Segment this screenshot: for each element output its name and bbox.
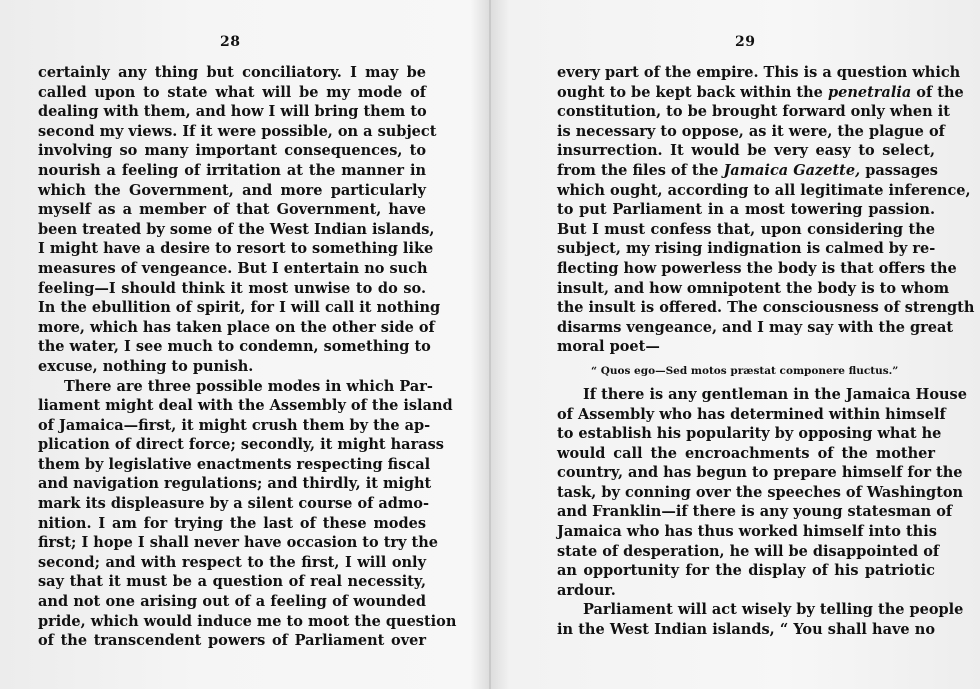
text-line: second my views. If it were possible, on a subject xyxy=(38,122,437,140)
text-line xyxy=(557,161,938,181)
text-line: of Jamaica—first, it might crush them by the ap- xyxy=(38,416,431,434)
text-fragment: from the files of the xyxy=(557,161,719,179)
text-line: been treated by some of the West Indian islands, xyxy=(38,220,435,238)
text-line: would call the encroachments of the mother xyxy=(557,444,935,462)
text-line: I might have a desire to resort to something like xyxy=(38,240,434,258)
page-number: 29 xyxy=(735,34,756,50)
italic-title-gazette: Jamaica Gazette, xyxy=(723,161,861,179)
text-line: certainly any thing but conciliatory. I may be xyxy=(38,64,426,81)
text-line: liament might deal with the Assembly of the island xyxy=(38,397,453,415)
text-line: flecting how powerless the body is that offers the xyxy=(557,259,957,277)
text-line: to put Parliament in a most towering passion. xyxy=(557,201,935,219)
text-line: the water, I see much to condemn, something to xyxy=(38,338,431,356)
right-page xyxy=(491,0,980,689)
text-line: There are three possible modes in which Par- xyxy=(64,377,433,395)
text-line: in the West Indian islands, “ You shall have no xyxy=(557,621,935,639)
text-line: and Franklin—if there is any young statesman of xyxy=(557,503,953,521)
text-line: myself as a member of that Government, have xyxy=(38,201,426,219)
text-line: is necessary to oppose, as it were, the plague of xyxy=(557,122,945,140)
text-line: which the Government, and more particularly xyxy=(38,181,426,199)
text-line: moral poet— xyxy=(557,338,660,356)
text-line: Jamaica who has thus worked himself into this xyxy=(557,523,937,541)
text-line: an opportunity for the display of his patriotic xyxy=(557,562,935,580)
page-number: 28 xyxy=(220,34,241,50)
text-line: say that it must be a question of real necessity, xyxy=(38,573,426,591)
text-line: called upon to state what will be my mode of xyxy=(38,83,426,101)
text-line: second; and with respect to the first, I will only xyxy=(38,553,426,571)
text-line: dealing with them, and how I will bring them to xyxy=(38,103,427,121)
text-line: But I must confess that, upon considering the xyxy=(557,220,935,238)
text-line: task, by conning over the speeches of Washington xyxy=(557,483,964,501)
italic-word-penetralia: penetralia xyxy=(827,83,912,101)
text-line: first; I hope I shall never have occasion to try the xyxy=(38,534,438,552)
text-line: measures of vengeance. But I entertain no such xyxy=(38,259,428,277)
text-line: plication of direct force; secondly, it might harass xyxy=(38,436,444,454)
left-page-text xyxy=(38,63,457,651)
text-line: more, which has taken place on the other side of xyxy=(38,318,435,336)
text-line: which ought, according to all legitimate inference, xyxy=(557,181,971,199)
text-line: mark its displeasure by a silent course of admo- xyxy=(38,495,429,513)
text-fragment: passages xyxy=(865,161,938,179)
text-line: nourish a feeling of irritation at the manner in xyxy=(38,161,426,179)
text-line: disarms vengeance, and I may say with the great xyxy=(557,318,954,336)
text-line: constitution, to be brought forward only when it xyxy=(557,103,950,121)
text-line: In the ebullition of spirit, for I will call it nothing xyxy=(38,299,441,317)
text-line: every part of the empire. This is a question which xyxy=(557,64,961,81)
text-line: involving so many important consequences, to xyxy=(38,142,426,160)
text-line: of Assembly who has determined within himself xyxy=(557,405,946,423)
block-quotation: “ Quos ego—Sed motos præstat componere fluctus.” xyxy=(591,364,899,377)
text-line: nition. I am for trying the last of these modes xyxy=(38,514,426,532)
text-fragment: ought to be kept back within the xyxy=(557,83,823,101)
text-line: country, and has begun to prepare himself for the xyxy=(557,464,963,482)
right-page-text xyxy=(557,63,975,640)
text-line xyxy=(557,83,964,103)
text-line: Parliament will act wisely by telling the people xyxy=(583,601,964,619)
text-line: insurrection. It would be very easy to select, xyxy=(557,142,935,160)
text-line: If there is any gentleman in the Jamaica House xyxy=(583,385,967,403)
text-line: ardour. xyxy=(557,581,616,599)
text-line: insult, and how omnipotent the body is to whom xyxy=(557,279,950,297)
text-line: excuse, nothing to punish. xyxy=(38,357,254,375)
left-page xyxy=(0,0,489,689)
text-line: to establish his popularity by opposing what he xyxy=(557,425,942,443)
text-line: subject, my rising indignation is calmed by re- xyxy=(557,240,936,258)
text-line: pride, which would induce me to moot the question xyxy=(38,612,457,630)
text-line: state of desperation, he will be disappointed of xyxy=(557,542,940,560)
text-line: of the transcendent powers of Parliament over xyxy=(38,632,426,650)
text-line: and navigation regulations; and thirdly, it might xyxy=(38,475,432,493)
text-line: feeling—I should think it most unwise to do so. xyxy=(38,279,426,297)
text-line: the insult is offered. The consciousness of strength xyxy=(557,299,975,317)
text-line: and not one arising out of a feeling of wounded xyxy=(38,593,426,611)
text-fragment: of the xyxy=(916,83,964,101)
text-line: them by legislative enactments respecting fiscal xyxy=(38,455,431,473)
